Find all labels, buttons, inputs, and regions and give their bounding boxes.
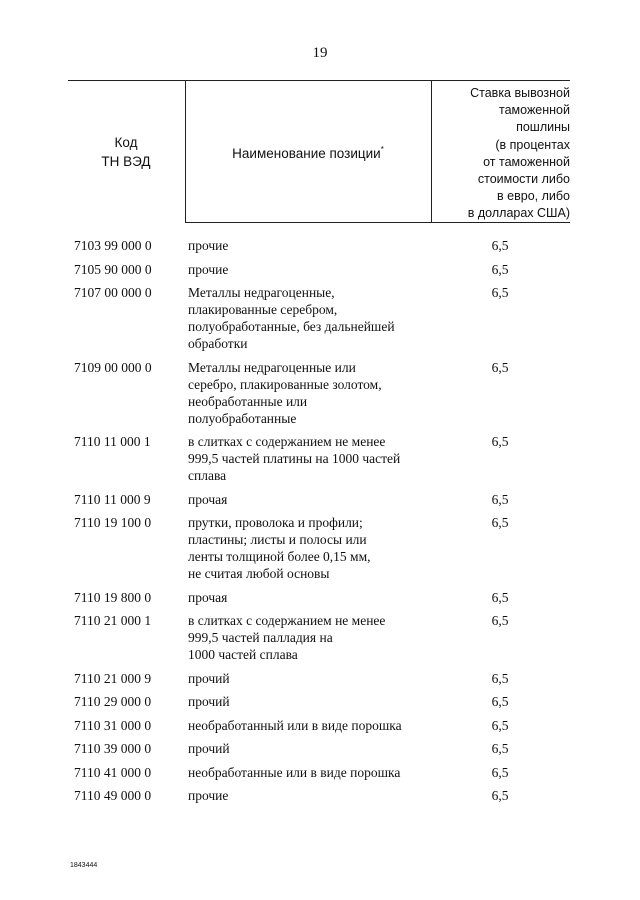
header-rate-line: в евро, либо [497, 189, 570, 204]
row-name-line: ленты толщиной более 0,15 мм, [188, 549, 371, 564]
row-name-line: обработки [188, 336, 248, 351]
table-body [0, 237, 640, 811]
row-name-line: необработанные или [188, 393, 308, 409]
footer-stamp: 1843444 [70, 862, 98, 869]
table-row [0, 787, 640, 804]
row-rate: 6,5 [491, 694, 509, 709]
row-name [188, 693, 450, 710]
header-rate-line: Ставка вывозной [470, 86, 570, 100]
row-name-line: 999,5 частей палладия на [188, 630, 333, 645]
row-name [188, 359, 450, 427]
row-name-line: прочие [188, 261, 229, 277]
row-code: 7110 41 000 0 [74, 764, 152, 780]
row-rate: 6,5 [491, 515, 509, 530]
row-code: 7110 11 000 9 [74, 491, 151, 507]
row-name [188, 787, 450, 804]
header-code-line: Код [114, 135, 138, 150]
table-row [0, 612, 640, 663]
header-name-text: Наименование позиции [232, 146, 381, 161]
table-row [0, 693, 640, 710]
row-code: 7103 99 000 0 [74, 238, 152, 253]
row-name [188, 433, 450, 484]
row-name-line: полуобработанные, без дальнейшей [188, 319, 395, 334]
row-name [188, 740, 450, 757]
row-name-line: прочая [188, 491, 228, 507]
row-name-line: прочая [188, 589, 228, 605]
row-rate: 6,5 [491, 764, 509, 780]
row-rate: 6,5 [491, 589, 509, 605]
table-row [0, 670, 640, 687]
header-rate-line: от таможенной [483, 154, 570, 169]
table-row [0, 237, 640, 254]
row-rate: 6,5 [491, 670, 509, 686]
row-name-line: Металлы недрагоценные или [188, 359, 356, 375]
table-top-rule [68, 80, 570, 81]
row-code: 7110 21 000 1 [74, 613, 152, 628]
header-rate-line: (в процентах [495, 137, 570, 152]
table-row [0, 359, 640, 427]
row-name-line: не считая любой основы [188, 566, 330, 581]
row-name-line: прочий [188, 694, 230, 709]
header-name [186, 145, 430, 161]
row-name-line: 1000 частей сплава [188, 647, 298, 662]
row-name [188, 261, 450, 278]
row-name-line: необработанные или в виде порошка [188, 764, 401, 780]
table-row [0, 514, 640, 582]
row-name-line: в слитках с содержанием не менее [188, 613, 386, 628]
row-name-line: прутки, проволока и профили; [188, 515, 363, 530]
row-name-line: прочие [188, 238, 229, 253]
row-name-line: прочие [188, 788, 229, 803]
row-code: 7107 00 000 0 [74, 285, 152, 300]
table-row [0, 740, 640, 757]
table-row [0, 717, 640, 734]
row-rate: 6,5 [491, 717, 509, 733]
row-name-line: прочий [188, 741, 230, 756]
table-row [0, 491, 640, 508]
row-name-line: Металлы недрагоценные, [188, 285, 335, 300]
row-name-line: серебро, плакированные золотом, [188, 376, 382, 392]
row-name-line: плакированные серебром, [188, 302, 338, 317]
row-name-line: полуобработанные [188, 410, 297, 426]
row-code: 7109 00 000 0 [74, 359, 152, 375]
header-bottom-rule [186, 222, 570, 223]
row-code: 7110 29 000 0 [74, 694, 152, 709]
table-row [0, 764, 640, 781]
row-code: 7110 21 000 9 [74, 670, 152, 686]
row-name [188, 670, 450, 687]
row-name-line: в слитках с содержанием не менее [188, 434, 386, 449]
header-name-mark: * [380, 145, 384, 154]
row-rate: 6,5 [491, 788, 509, 803]
row-rate: 6,5 [491, 285, 509, 300]
header-rate [432, 85, 570, 223]
header-rate-line: стоимости либо [477, 172, 570, 187]
table-row [0, 261, 640, 278]
row-name-line: необработанный или в виде порошка [188, 717, 402, 733]
row-code: 7110 19 800 0 [74, 589, 152, 605]
row-rate: 6,5 [491, 491, 509, 507]
row-rate: 6,5 [491, 434, 509, 449]
row-rate: 6,5 [491, 238, 509, 253]
header-code [68, 133, 184, 171]
row-name [188, 589, 450, 606]
table-row [0, 589, 640, 606]
row-name-line: пластины; листы и полосы или [188, 532, 367, 547]
row-rate: 6,5 [491, 741, 509, 756]
row-rate: 6,5 [491, 359, 509, 375]
header-rate-line: пошлины [516, 120, 570, 135]
row-code: 7110 11 000 1 [74, 434, 151, 449]
row-name [188, 612, 450, 663]
row-name-line: прочий [188, 670, 230, 686]
row-rate: 6,5 [491, 261, 509, 277]
row-name-line: 999,5 частей платины на 1000 частей [188, 451, 401, 466]
row-name [188, 717, 450, 734]
row-name [188, 764, 450, 781]
table-row [0, 284, 640, 352]
row-code: 7110 49 000 0 [74, 788, 152, 803]
row-name [188, 237, 450, 254]
header-rate-line: таможенной [499, 103, 570, 118]
row-name [188, 284, 450, 352]
row-code: 7110 39 000 0 [74, 741, 152, 756]
table-row [0, 433, 640, 484]
row-code: 7105 90 000 0 [74, 261, 152, 277]
page-number: 19 [312, 45, 328, 61]
row-code: 7110 31 000 0 [74, 717, 152, 733]
row-name [188, 491, 450, 508]
row-code: 7110 19 100 0 [74, 515, 152, 530]
header-rate-line: в долларах США) [467, 206, 570, 221]
header-code-line: ТН ВЭД [101, 154, 151, 169]
row-name [188, 514, 450, 582]
row-rate: 6,5 [491, 613, 509, 628]
row-name-line: сплава [188, 468, 227, 483]
